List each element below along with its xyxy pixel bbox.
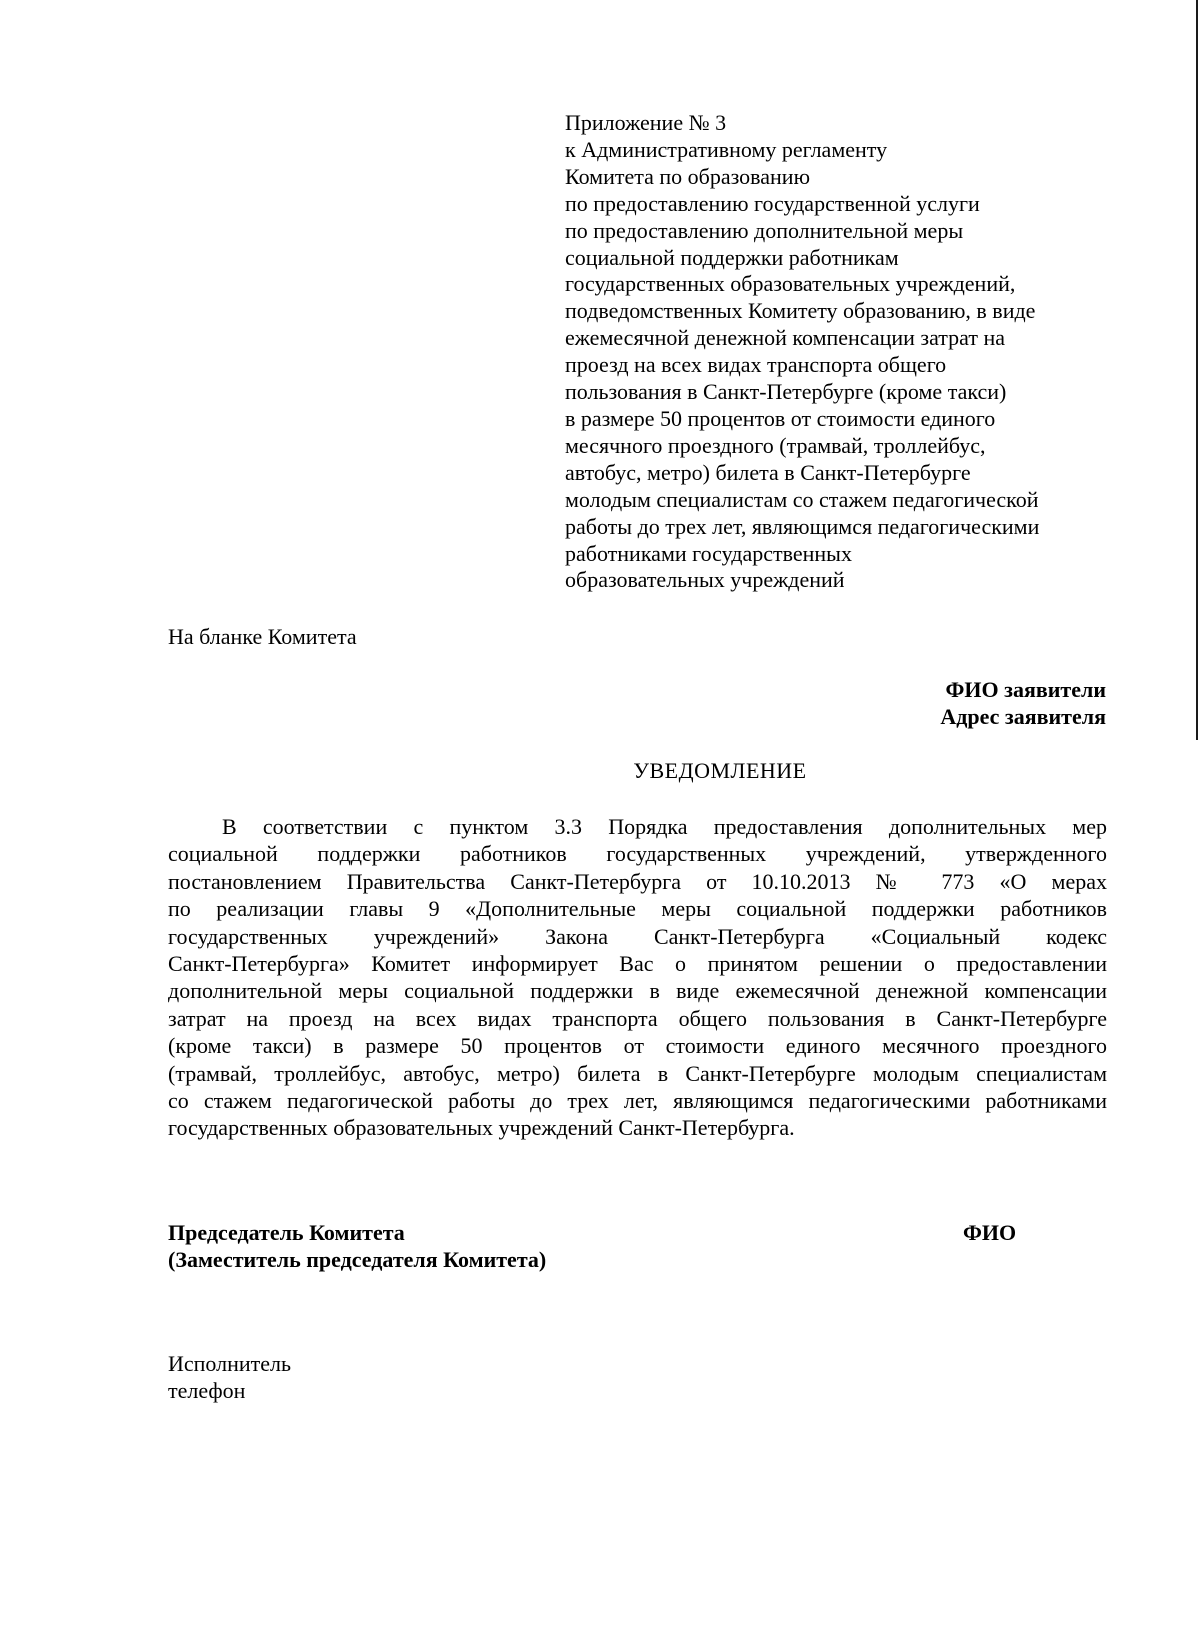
body-line: дополнительной меры социальной поддержки в виде ежемесячной денежной компенсации	[168, 978, 1107, 1004]
executor-label: Исполнитель	[168, 1351, 292, 1376]
executor-block	[168, 1350, 291, 1404]
signatory-name: ФИО	[963, 1220, 1017, 1245]
addressee-name: ФИО заявители	[945, 677, 1106, 702]
body-line: со стажем педагогической работы до трех лет, являющимся педагогическими работниками	[168, 1088, 1107, 1114]
appendix-line: образовательных учреждений	[565, 567, 845, 593]
signatory-deputy: (Заместитель председателя Комитета)	[168, 1247, 547, 1272]
executor-phone: телефон	[168, 1378, 246, 1403]
body-line: государственных образовательных учреждений Санкт-Петербурга.	[168, 1115, 795, 1141]
appendix-line: автобус, метро) билета в Санкт-Петербурге	[565, 459, 971, 485]
body-line: Санкт-Петербурга» Комитет информирует Вас о принятом решении о предоставлении	[168, 951, 1107, 977]
appendix-line: месячного проездного (трамвай, троллейбус,	[565, 432, 986, 458]
appendix-line: по предоставлению дополнительной меры	[565, 217, 964, 243]
appendix-line: в размере 50 процентов от стоимости единого	[565, 405, 996, 431]
appendix-line: молодым специалистам со стажем педагогической	[565, 486, 1039, 512]
appendix-line: работниками государственных	[565, 540, 852, 566]
body-line: по реализации главы 9 «Дополнительные меры социальной поддержки работников	[168, 896, 1107, 922]
appendix-line: Комитета по образованию	[565, 163, 811, 189]
appendix-line: подведомственных Комитету образованию, в виде	[565, 298, 1036, 324]
notification-body	[168, 813, 1107, 1142]
appendix-line: ежемесячной денежной компенсации затрат на	[565, 325, 1006, 351]
addressee-address: Адрес заявителя	[940, 704, 1106, 729]
body-line: В соответствии с пунктом 3.3 Порядка предоставления дополнительных мер	[222, 814, 1107, 839]
scan-edge-line	[1196, 0, 1198, 740]
signature-block	[168, 1219, 546, 1273]
body-line: социальной поддержки работников государственных учреждений, утвержденного	[168, 841, 1107, 867]
body-line: постановлением Правительства Санкт-Петербурга от 10.10.2013 № 773 «О мерах	[168, 868, 1107, 894]
document-title: УВЕДОМЛЕНИЕ	[633, 758, 807, 783]
body-line: государственных учреждений» Закона Санкт-Петербурга «Социальный кодекс	[168, 923, 1107, 949]
body-line: (кроме такси) в размере 50 процентов от стоимости единого месячного проездного	[168, 1033, 1107, 1059]
appendix-line: к Административному регламенту	[565, 136, 888, 162]
appendix-line: работы до трех лет, являющимся педагогическими	[565, 513, 1040, 539]
body-line: (трамвай, троллейбус, автобус, метро) билета в Санкт-Петербурге молодым специалистам	[168, 1060, 1107, 1086]
letterhead-note: На бланке Комитета	[168, 624, 357, 649]
signatory-position: Председатель Комитета	[168, 1220, 405, 1245]
appendix-line: проезд на всех видах транспорта общего	[565, 352, 947, 378]
addressee-block	[940, 676, 1106, 730]
appendix-line: социальной поддержки работникам	[565, 244, 899, 270]
appendix-line: пользования в Санкт-Петербурге (кроме такси)	[565, 379, 1007, 405]
appendix-line: государственных образовательных учреждений,	[565, 271, 1016, 297]
body-line: затрат на проезд на всех видах транспорта общего пользования в Санкт-Петербурге	[168, 1005, 1107, 1031]
appendix-line: по предоставлению государственной услуги	[565, 190, 980, 216]
appendix-header	[565, 110, 1125, 594]
appendix-line: Приложение № 3	[565, 110, 727, 135]
